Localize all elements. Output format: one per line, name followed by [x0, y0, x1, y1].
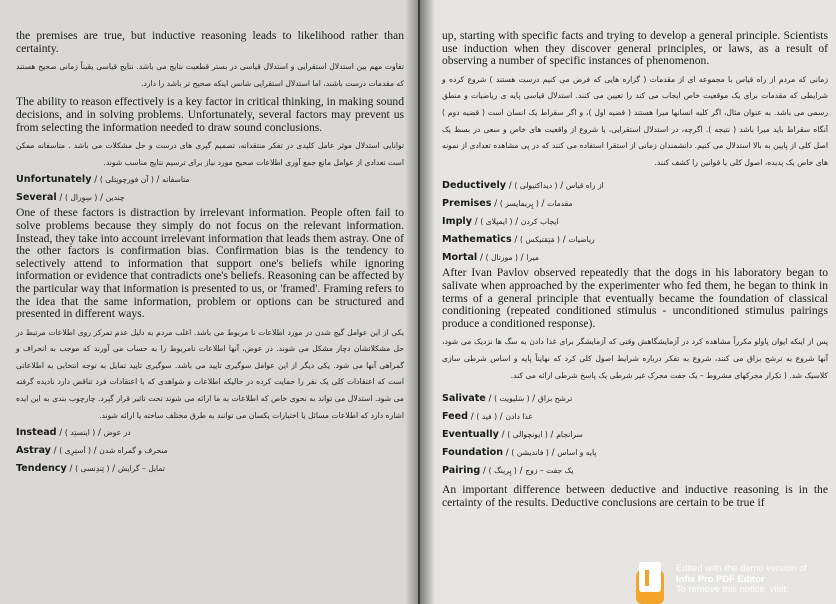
vocab-word: Pairing — [442, 465, 481, 477]
vocab-translation: غذا دادن — [505, 412, 533, 422]
right-para-3: An important difference between deductive and inductive reasoning is in the certainty of the results. Deductive conclusions are certain to be true if — [442, 483, 828, 509]
right-para-1-translation: زمانی که مردم از راه قیاس با مجموعه ای از مقدمات ( گزاره هایی که فرض می کنیم درست هستند ) شروع کرده و شرایطی که مقدمات برای یک موقعیت خاص ایجاب می کند را تعیین می کنند. استدلال قیاسی پایه ی ریاضیات و منطق رسمی می باشد. به عنوان مثال، اگر کلیه انسانها میرا هستند ( قضیه اول )، و اگر سقراط یک انسان است ( قضیه دوم ) آنگاه سقراط باید میرا باشد ( نتیجه ). اگرچه، در استدلال استقرایی، با شروع از واقعیت های خاص و سعی در بسط یک اصل کلی از پایین به بالا استدلال می کنیم. دانشمندان زمانی از استقرا استفاده می کنند که در پی مشاهده تعدادی از نمونه های خاص یک پدیده، اصول کلی یا قوانین را کشف کنند. — [442, 74, 828, 167]
vocab-pronunciation: ( آن فورچونِتلی ) — [99, 175, 154, 185]
vocab-word: Salivate — [442, 393, 486, 405]
right-vocab-list-1 — [442, 177, 828, 267]
vocab-translation: ریاضیات — [568, 235, 595, 245]
vocab-pronunciation: ( مورتال ) — [485, 253, 518, 263]
vocab-pronunciation: ( اینستِد ) — [64, 428, 96, 438]
vocab-word: Imply — [442, 216, 472, 228]
vocab-translation: مقدمات — [547, 199, 573, 209]
vocab-word: Premises — [442, 198, 492, 210]
vocab-translation: متاسفانه — [162, 175, 190, 185]
left-para-1: the premises are true, but inductive reasoning leads to likelihood rather than certainty. — [16, 29, 404, 55]
vocab-pronunciation: ( فید ) — [476, 412, 498, 422]
vocab-translation: ترشح بزاق — [537, 394, 573, 404]
watermark-line-3: To remove this notice, visit: — [676, 583, 789, 595]
watermark-line-2: Infix Pro PDF Editor — [676, 572, 765, 584]
left-para-2-translation: توانایی استدلال موثر عامل کلیدی در تفکر منتقدانه، تصمیم گیری های درست و حل مشکلات می باشد . متاسفانه ممکن است تعدادی از عوامل مانع جمع آوری اطلاعات صحیح مورد نیاز برای ترسیم نتایج مناسب شوند. — [16, 141, 404, 167]
left-para-3: One of these factors is distraction by irrelevant information. People often fail to solve problems because they simply do not focus on the relevant information. Instead, they take into account irrelevant information that leads them astray. One of the other factors is confirmation bias. Confirmation bias is the tendency to selectively attend to information that support one's beliefs while ignoring information or evidence that contradicts one's beliefs. Reasoning can be affected by the particular way that information is presented to us, or 'framed'. Framing refers to the idea that the same information, problem or options can be structured and presented in different ways. — [16, 206, 404, 321]
vocab-translation: چندین — [105, 193, 125, 203]
vocab-translation: از راه قیاس — [565, 181, 604, 191]
vocab-word: Feed — [442, 411, 469, 423]
right-page — [420, 0, 836, 604]
vocab-pronunciation: ( سَلیویت ) — [494, 394, 530, 404]
demo-watermark[interactable] — [636, 560, 836, 604]
vocab-entry: Several / ( سِوِرال ) / چندین — [16, 192, 125, 204]
vocab-translation: منحرف و گمراه شدن — [99, 446, 168, 456]
left-para-3-translation: یکی از این عوامل گیج شدن در مورد اطلاعات نا مربوط می باشد. اغلب مردم به دلیل عدم تمرکز روی اطلاعات مرتبط در حل مشکلاتشان دچار مشکل می شوند. در عوض، آنها اطلاعات نامربوط را به حساب می آورند که موجب به انحراف و گمراهی آنها می شود. یکی دیگر از این عوامل سوگیری تایید می باشد. سوگیری تایید تمایل به توجه انتخابی به اطلاعاتی است که اعتقادات کلی یک نفر را حمایت کرده در حالیکه اطلاعات و شواهدی که با اعتقادات فرد تناقض دارد نادیده گرفته می شود. استدلال می تواند به نحوی خاص که اطلاعات به ما ارائه می شوند تحت تاثیر قرار گیرد. چارچوب بندی به این ایده اشاره دارد که اطلاعات مسائل یا اختیارات یکسان می توانند به طرق مختلف ساخته یا ارائه شوند. — [16, 327, 404, 420]
vocab-pronunciation: ( پِرینگ ) — [488, 466, 517, 476]
vocab-entry: Salivate / ( سَلیویت ) / ترشح بزاق — [442, 393, 573, 405]
vocab-translation: میرا — [526, 253, 539, 263]
vocab-word: Tendency — [16, 463, 67, 475]
vocab-entry: Feed / ( فید ) / غذا دادن — [442, 411, 533, 423]
vocab-entry: Astray / ( اَستِرِی ) / منحرف و گمراه شدن — [16, 445, 168, 457]
vocab-entry: Mortal / ( مورتال ) / میرا — [442, 252, 539, 264]
vocab-entry: Unfortunately / ( آن فورچونِتلی ) / متاسفانه — [16, 174, 190, 186]
vocab-entry: Imply / ( ایمپلای ) / ایجاب کردن — [442, 216, 559, 228]
vocab-word: Deductively — [442, 180, 507, 192]
vocab-translation: در عوض — [103, 428, 131, 438]
vocab-pronunciation: ( ایونچوالی ) — [507, 430, 548, 440]
vocab-entry: Instead / ( اینستِد ) / در عوض — [16, 427, 131, 439]
vocab-translation: سرانجام — [556, 430, 583, 440]
left-vocab-list-2 — [16, 424, 404, 478]
right-vocab-list-2 — [442, 390, 828, 480]
vocab-word: Mathematics — [442, 234, 512, 246]
vocab-pronunciation: ( مَتِمَتیکس ) — [520, 235, 561, 245]
vocab-word: Unfortunately — [16, 174, 92, 186]
vocab-word: Instead — [16, 427, 57, 439]
vocab-word: Astray — [16, 445, 51, 457]
vocab-pronunciation: ( دیداکتیولی ) — [514, 181, 558, 191]
vocab-pronunciation: ( ایمپلای ) — [480, 217, 513, 227]
left-vocab-list-1 — [16, 171, 404, 207]
right-para-2: After Ivan Pavlov observed repeatedly that the dogs in his laboratory began to salivate when approached by the experimenter who fed them, he began to think in terms of a general principle that eventually became the foundation of classical conditioning (repeated conditioned stimulus - unconditioned stimulus pairings produce a conditioned response). — [442, 266, 828, 330]
vocab-entry: Pairing / ( پِرینگ ) / یک جفت – زوج — [442, 465, 574, 477]
vocab-pronunciation: ( تِندِنسی ) — [75, 464, 110, 474]
watermark-text — [676, 563, 807, 595]
vocab-word: Mortal — [442, 252, 478, 264]
left-para-1-translation: تفاوت مهم بین استدلال استقرایی و استدلال قیاسی در بستر قطعیت نتایج می باشد. نتایج قیاسی یقیناً زمانی صحیح هستند که مقدمات درست باشند، اما استدلال استقرایی شانس اینکه صحیح تر باشد را دارد. — [16, 62, 404, 88]
vocab-translation: ایجاب کردن — [520, 217, 559, 227]
vocab-pronunciation: ( فاندیشن ) — [511, 448, 549, 458]
watermark-line-1: Edited with the demo version of — [676, 562, 807, 573]
vocab-entry: Deductively / ( دیداکتیولی ) / از راه قیاس — [442, 180, 604, 192]
infix-logo-icon — [636, 560, 664, 604]
book-gutter — [405, 0, 435, 604]
vocab-word: Eventually — [442, 429, 499, 441]
vocab-pronunciation: ( اَستِرِی ) — [59, 446, 91, 456]
vocab-entry: Premises / ( پِریمایسز ) / مقدمات — [442, 198, 573, 210]
vocab-word: Foundation — [442, 447, 504, 459]
right-para-2-translation: پس از اینکه ایوان پاولو مکرراً مشاهده کرد در آزمایشگاهش وقتی که آزمایشگر برای غذا دادن به سگ ها نزدیک می شود، آنها شروع به ترشح بزاق می کنند، شروع به تفکر درباره شرایط اصول کلی کرد که نهایتاً پایه و اساس شرطی سازی کلاسیک شد. ( تکرار محرکهای مشروط – یک جفت محرک غیر شرطی یک پاسخ شرطی ارائه می کند. — [442, 337, 828, 380]
vocab-entry: Mathematics / ( مَتِمَتیکس ) / ریاضیات — [442, 234, 595, 246]
vocab-pronunciation: ( سِوِرال ) — [65, 193, 98, 203]
vocab-pronunciation: ( پِریمایسز ) — [499, 199, 539, 209]
vocab-translation: پایه و اساس — [557, 448, 597, 458]
vocab-translation: تمایل – گرایش — [117, 464, 165, 474]
vocab-entry: Tendency / ( تِندِنسی ) / تمایل – گرایش — [16, 463, 165, 475]
left-para-2: The ability to reason effectively is a key factor in critical thinking, in making sound decisions, and in solving problems. Unfortunately, several factors may prevent us from selecting the information needed to draw sound conclusions. — [16, 95, 404, 134]
vocab-entry: Foundation / ( فاندیشن ) / پایه و اساس — [442, 447, 597, 459]
vocab-translation: یک جفت – زوج — [525, 466, 574, 476]
vocab-word: Several — [16, 192, 57, 204]
vocab-entry: Eventually / ( ایونچوالی ) / سرانجام — [442, 429, 583, 441]
right-para-1: up, starting with specific facts and trying to develop a general principle. Scientists use induction when they discover general principles, or laws, as a result of observing a number of specific instances of phenomenon. — [442, 29, 828, 68]
